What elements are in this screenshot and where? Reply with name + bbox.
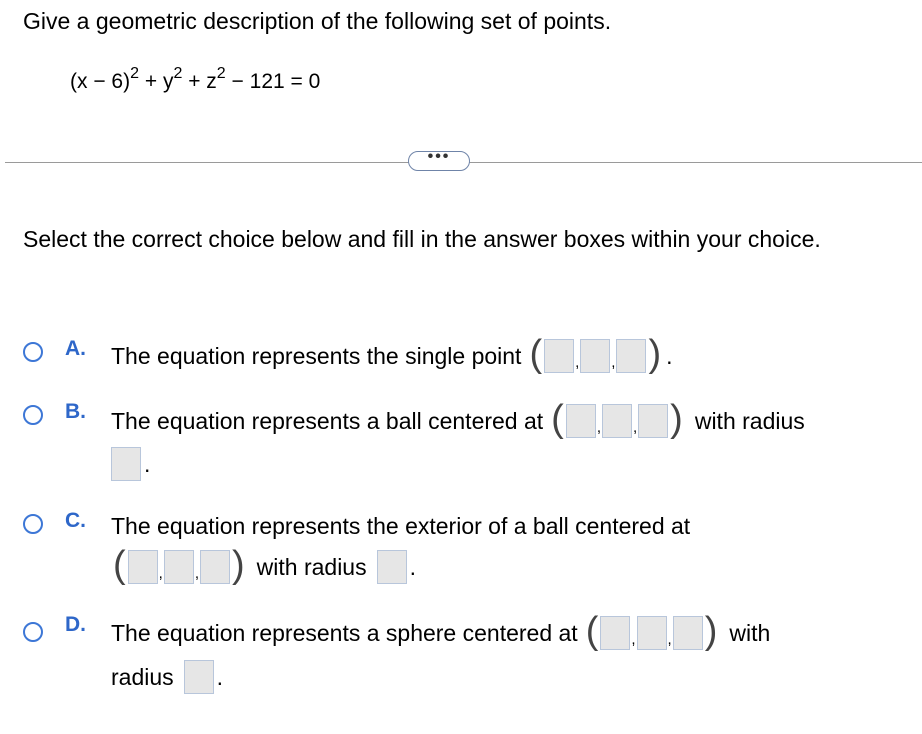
choice-d-z-box[interactable] <box>673 616 703 650</box>
choice-c-radius-box[interactable] <box>377 550 407 584</box>
equation-part: − 121 = 0 <box>225 70 321 93</box>
choice-b-radius-line <box>111 445 150 483</box>
choice-a-text: The equation represents the single point <box>111 342 522 369</box>
choice-b-center <box>549 398 685 440</box>
period: . <box>409 553 416 580</box>
choice-b-z-box[interactable] <box>638 404 668 438</box>
comma: , <box>158 564 163 582</box>
choice-d-y-box[interactable] <box>637 616 667 650</box>
choice-a-line <box>111 333 673 375</box>
choice-c-x-box[interactable] <box>128 550 158 584</box>
open-paren: ( <box>529 333 543 375</box>
choice-b-tail: with radius <box>694 407 805 434</box>
comma: , <box>633 418 638 436</box>
choice-b-letter: B. <box>65 400 86 423</box>
choice-a-y-box[interactable] <box>580 339 610 373</box>
choice-c-y-box[interactable] <box>164 550 194 584</box>
question-prompt: Give a geometric description of the following set of points. <box>23 8 612 34</box>
choice-c-radio[interactable] <box>23 514 43 534</box>
more-options-button[interactable] <box>408 148 470 171</box>
close-paren: ) <box>232 544 245 586</box>
ellipsis-icon: ••• <box>427 148 451 165</box>
choice-a-letter: A. <box>65 337 86 360</box>
choice-d-tail2: radius <box>111 663 174 690</box>
choice-c-letter: C. <box>65 509 86 532</box>
period: . <box>216 663 224 690</box>
comma: , <box>596 418 601 436</box>
exponent: 2 <box>216 65 226 82</box>
comma: , <box>611 353 616 371</box>
choice-d-tail: with <box>729 619 771 646</box>
choice-b-radio[interactable] <box>23 405 43 425</box>
exponent: 2 <box>130 65 140 82</box>
close-paren: ) <box>648 333 662 375</box>
choice-c-text: The equation represents the exterior of a ball centered at <box>111 512 691 539</box>
open-paren: ( <box>551 398 564 440</box>
open-paren: ( <box>113 544 126 586</box>
instruction-text: Select the correct choice below and fill in the answer boxes within your choice. <box>23 226 821 252</box>
choice-c-z-box[interactable] <box>200 550 230 584</box>
choice-d-letter: D. <box>65 613 86 636</box>
choice-c-line2 <box>111 544 416 587</box>
choice-d-text: The equation represents a sphere centered at <box>111 619 578 646</box>
choice-d-line <box>111 610 771 652</box>
equation <box>70 65 321 94</box>
equation-part: + y <box>139 70 174 93</box>
choice-c-line <box>111 507 690 545</box>
choice-d-x-box[interactable] <box>600 616 630 650</box>
choice-a-x-box[interactable] <box>544 339 574 373</box>
close-paren: ) <box>704 610 718 652</box>
choice-a-z-box[interactable] <box>616 339 646 373</box>
choice-b-y-box[interactable] <box>602 404 632 438</box>
close-paren: ) <box>670 398 683 440</box>
choice-d-radio[interactable] <box>23 622 43 642</box>
choice-c-tail: with radius <box>256 553 367 580</box>
choice-b-x-box[interactable] <box>566 404 596 438</box>
choice-d-center <box>584 610 720 652</box>
choice-d-radius-box[interactable] <box>184 660 214 694</box>
period: . <box>666 342 673 369</box>
comma: , <box>575 353 580 371</box>
choice-a-radio[interactable] <box>23 342 43 362</box>
period: . <box>144 450 151 477</box>
choice-b-radius-box[interactable] <box>111 447 141 481</box>
open-paren: ( <box>585 610 599 652</box>
exponent: 2 <box>173 65 183 82</box>
choice-c-center <box>111 544 247 586</box>
comma: , <box>194 564 199 582</box>
choice-a-point <box>527 333 663 375</box>
comma: , <box>667 630 672 648</box>
comma: , <box>631 630 636 648</box>
choice-b-line <box>111 398 805 440</box>
equation-part: + z <box>182 70 217 93</box>
choice-b-text: The equation represents a ball centered at <box>111 407 544 434</box>
equation-part: (x − 6) <box>70 70 131 93</box>
choice-d-radius-line <box>111 657 223 697</box>
